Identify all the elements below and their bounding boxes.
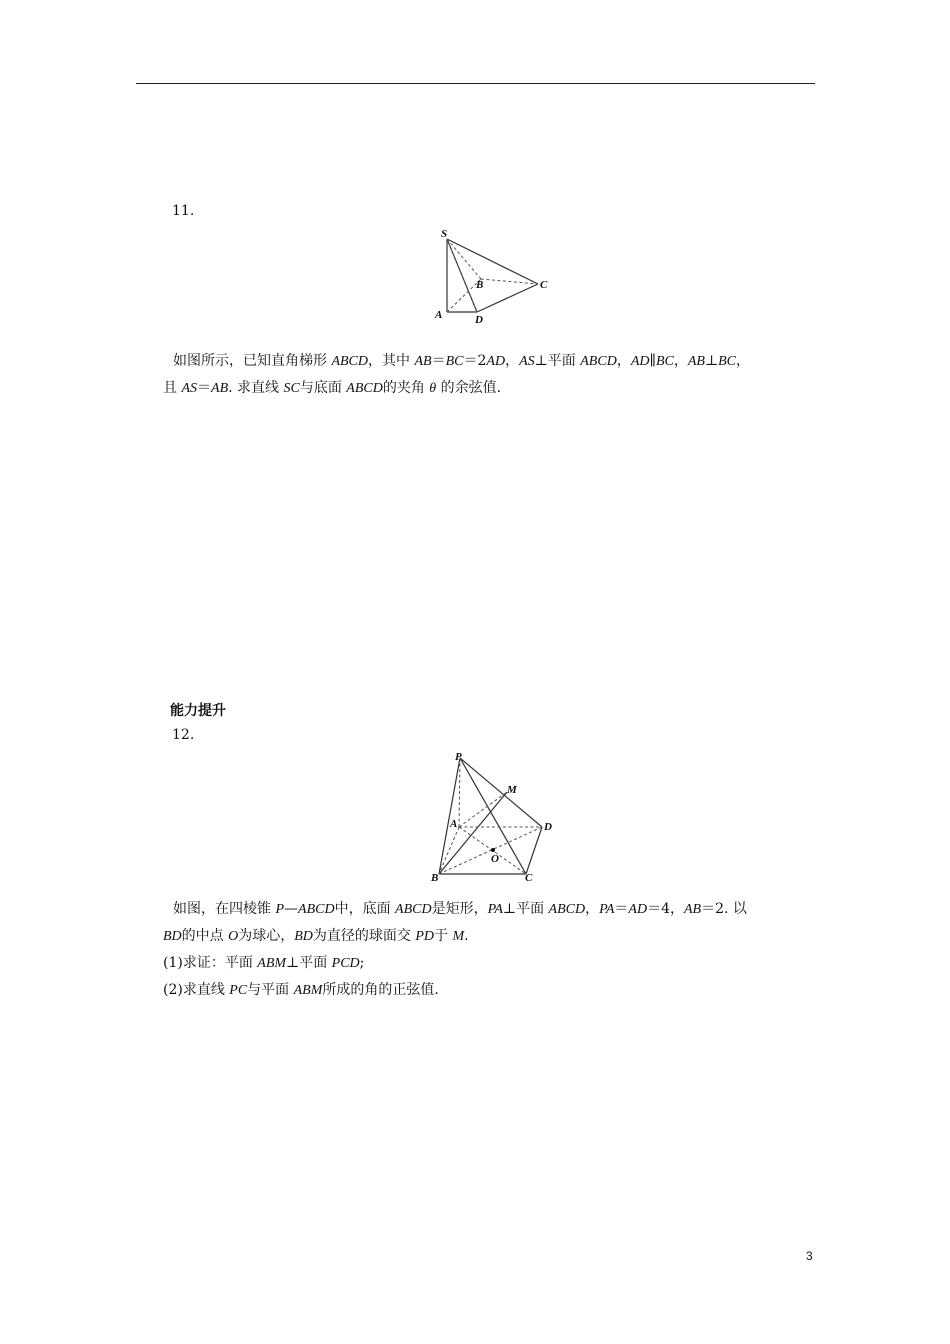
section-heading: 能力提升 bbox=[170, 703, 226, 719]
q11-line-1: 如图所示，已知直角梯形 ABCD，其中 AB＝BC＝2AD，AS⊥平面 ABCD，AD∥BC，AB⊥BC， bbox=[173, 353, 751, 369]
question-11-text bbox=[163, 348, 823, 402]
fig12-label-o: O bbox=[491, 853, 499, 865]
fig11-label-a: A bbox=[435, 309, 443, 321]
q12-line-1: 如图，在四棱锥 P—ABCD中，底面 ABCD是矩形，PA⊥平面 ABCD，PA＝AD＝4，AB＝2. 以 bbox=[173, 901, 747, 917]
fig11-label-s: S bbox=[441, 228, 448, 240]
figure-12-pyramid bbox=[425, 748, 565, 888]
fig12-label-a: A bbox=[450, 818, 458, 830]
fig12-label-m: M bbox=[507, 784, 517, 796]
q12-subquestion-1: (1)求证：平面 ABM⊥平面 PCD; bbox=[163, 955, 365, 971]
fig12-label-p: P bbox=[455, 751, 462, 763]
fig12-label-b: B bbox=[431, 872, 439, 884]
q12-subquestion-2: (2)求直线 PC与平面 ABM所成的角的正弦值. bbox=[163, 982, 439, 998]
fig12-label-c: C bbox=[525, 872, 533, 884]
page-number: 3 bbox=[806, 1249, 813, 1263]
question-12-number: 12. bbox=[172, 727, 195, 743]
fig11-label-b: B bbox=[476, 279, 484, 291]
fig12-label-d: D bbox=[544, 821, 552, 833]
q11-line-2: 且 AS＝AB. 求直线 SC与底面 ABCD的夹角 θ 的余弦值. bbox=[163, 380, 502, 396]
q12-line-2: BD的中点 O为球心，BD为直径的球面交 PD于 M. bbox=[163, 928, 469, 944]
header-rule bbox=[136, 83, 815, 84]
question-12-text bbox=[163, 896, 823, 1004]
figure-11-pyramid bbox=[425, 222, 565, 330]
fig11-label-d: D bbox=[475, 314, 483, 326]
fig11-label-c: C bbox=[540, 279, 548, 291]
question-11-number: 11. bbox=[172, 203, 195, 219]
